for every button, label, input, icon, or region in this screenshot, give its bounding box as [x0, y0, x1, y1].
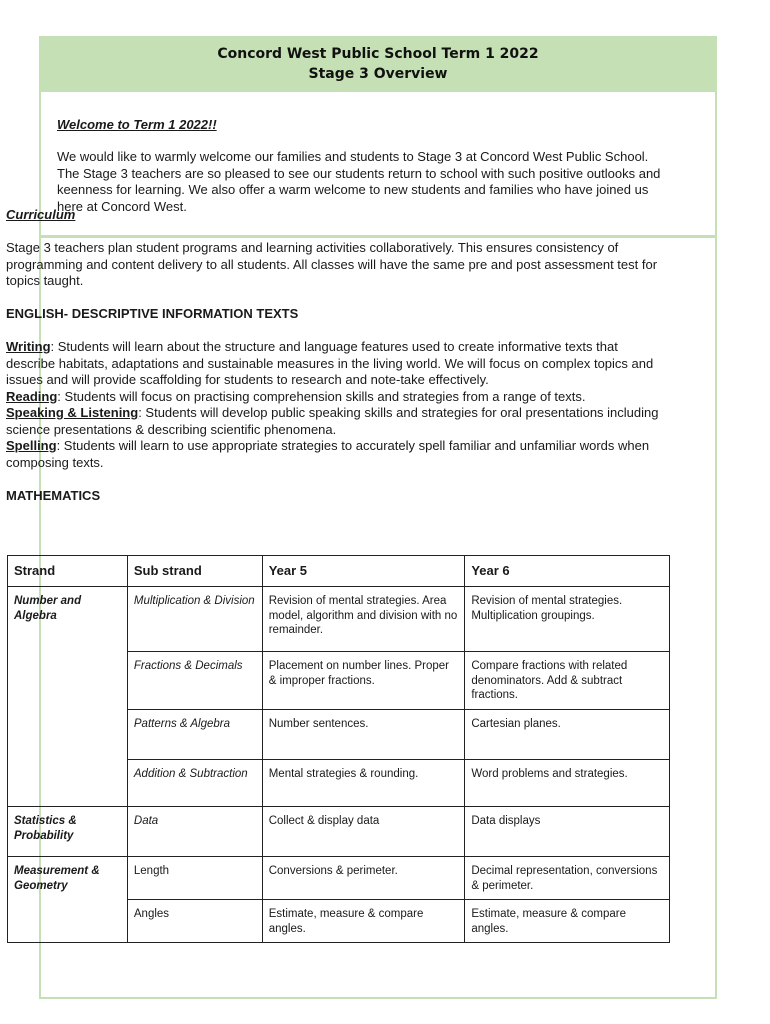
- english-text: [6, 339, 670, 471]
- year-5-cell: Revision of mental strategies. Area model, algorithm and division with no remainder.: [262, 587, 465, 652]
- strand-cell: [8, 710, 128, 760]
- reading-text: : Students will focus on practising comprehension skills and strategies from a range of texts.: [57, 388, 586, 404]
- sub-strand-cell: Length: [127, 857, 262, 900]
- strand-cell: Statistics & Probability: [8, 807, 128, 857]
- year-5-cell: Placement on number lines. Proper & improper fractions.: [262, 652, 465, 710]
- table-row: [8, 857, 670, 900]
- strand-cell: [8, 652, 128, 710]
- table-row: [8, 710, 670, 760]
- strand-cell: Measurement & Geometry: [8, 857, 128, 900]
- strand-cell: Number and Algebra: [8, 587, 128, 652]
- year-6-cell: Compare fractions with related denominators. Add & subtract fractions.: [465, 652, 670, 710]
- strand-cell: [8, 760, 128, 807]
- speaking-label: Speaking & Listening: [6, 405, 139, 420]
- speaking-text: : Students will develop public speaking skills and strategies for oral presentations including science presentations & describing scientific phenomena.: [6, 405, 659, 437]
- table-row: [8, 807, 670, 857]
- table-header-row: [8, 556, 670, 587]
- maths-table: [7, 555, 670, 943]
- year-6-cell: Revision of mental strategies. Multiplication groupings.: [465, 587, 670, 652]
- table-row: [8, 760, 670, 807]
- year-6-cell: Cartesian planes.: [465, 710, 670, 760]
- header-year-5: Year 5: [262, 556, 465, 587]
- page-title: Concord West Public School Term 1 2022: [217, 46, 539, 62]
- year-5-cell: Estimate, measure & compare angles.: [262, 900, 465, 943]
- sub-strand-cell: Angles: [127, 900, 262, 943]
- english-title: ENGLISH- DESCRIPTIVE INFORMATION TEXTS: [6, 306, 299, 321]
- spelling-text: : Students will learn to use appropriate strategies to accurately spell familiar and unfamiliar words when composing texts.: [6, 438, 650, 470]
- table-row: [8, 652, 670, 710]
- sub-strand-cell: Multiplication & Division: [127, 587, 262, 652]
- header-sub-strand: Sub strand: [127, 556, 262, 587]
- sub-strand-cell: Patterns & Algebra: [127, 710, 262, 760]
- welcome-section: [41, 90, 715, 238]
- writing-text: : Students will learn about the structure and language features used to create informative texts that describe habitats, adaptations and sustainable measures in the living world. We will focus on complex topics and issues and will provide scaffolding for students to research and note-take effectively.: [6, 339, 654, 387]
- page-header: [41, 38, 715, 90]
- welcome-text: We would like to warmly welcome our families and students to Stage 3 at Concord West Public School. The Stage 3 teachers are so pleased to see our students return to school with such positive outlooks and keenness for learning. We also offer a warm welcome to new students and families who have joined us here at Concord West.: [57, 149, 661, 214]
- year-5-cell: Mental strategies & rounding.: [262, 760, 465, 807]
- welcome-title: Welcome to Term 1 2022!!: [57, 117, 217, 132]
- strand-cell: [8, 900, 128, 943]
- year-6-cell: Data displays: [465, 807, 670, 857]
- year-5-cell: Collect & display data: [262, 807, 465, 857]
- sub-strand-cell: Fractions & Decimals: [127, 652, 262, 710]
- header-year-6: Year 6: [465, 556, 670, 587]
- maths-title: MATHEMATICS: [6, 488, 101, 503]
- sub-strand-cell: Addition & Subtraction: [127, 760, 262, 807]
- page-subtitle: Stage 3 Overview: [308, 66, 448, 82]
- curriculum-text: Stage 3 teachers plan student programs and learning activities collaboratively. This ensures consistency of programming and content delivery to all students. All classes will have the same pre and post assessment test for topics taught.: [6, 240, 658, 288]
- year-5-cell: Number sentences.: [262, 710, 465, 760]
- spelling-label: Spelling: [6, 438, 57, 453]
- year-5-cell: Conversions & perimeter.: [262, 857, 465, 900]
- reading-label: Reading: [6, 388, 58, 404]
- table-row: [8, 587, 670, 652]
- sub-strand-cell: Data: [127, 807, 262, 857]
- table-row: [8, 900, 670, 943]
- year-6-cell: Estimate, measure & compare angles.: [465, 900, 670, 943]
- year-6-cell: Decimal representation, conversions & perimeter.: [465, 857, 670, 900]
- curriculum-title: Curriculum: [6, 207, 76, 222]
- year-6-cell: Word problems and strategies.: [465, 760, 670, 807]
- writing-label: Writing: [6, 339, 51, 354]
- header-strand: Strand: [8, 556, 128, 587]
